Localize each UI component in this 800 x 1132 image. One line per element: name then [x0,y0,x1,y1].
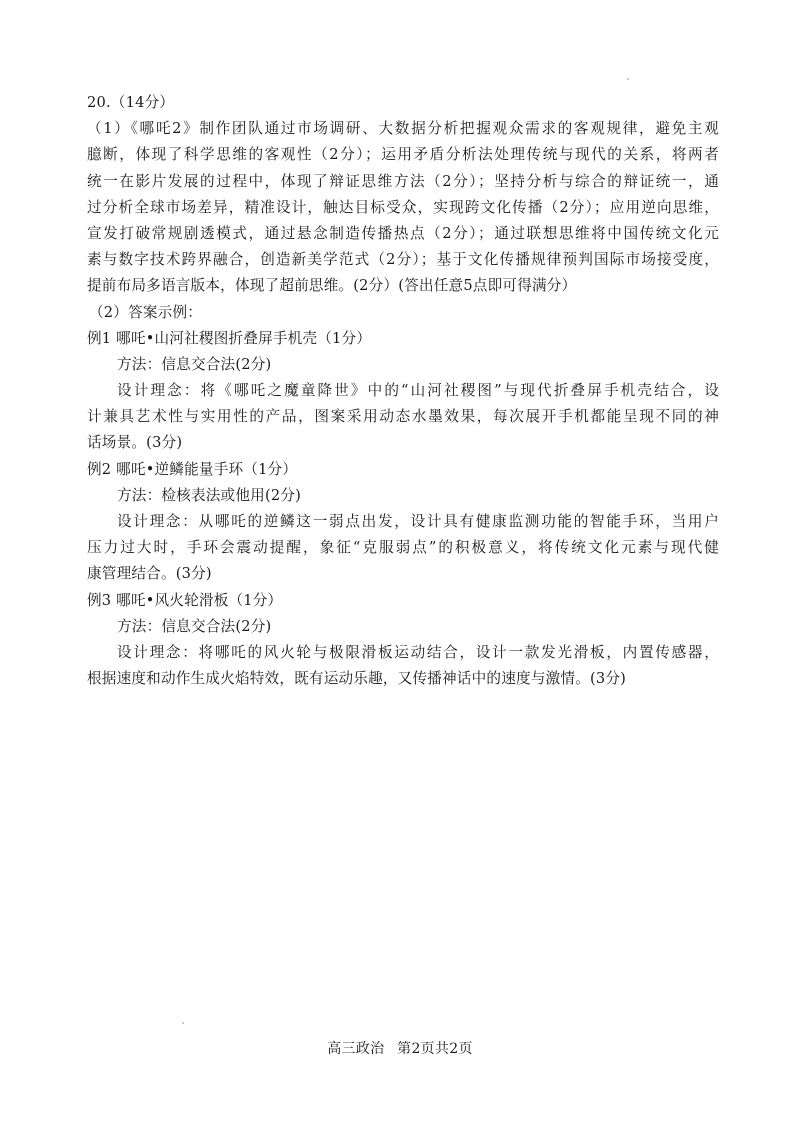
example-concept-line: 计兼具艺术性与实用性的产品，图案采用动态水墨效果，每次展开手机都能呈现不同的神 [87,408,719,426]
part1-paragraph [87,116,719,299]
example-concept-line: 设计理念：将《哪吒之魔童降世》中的“山河社稷图”与现代折叠屏手机壳结合，设 [117,382,719,400]
example-title: 例2 哪吒•逆鳞能量手环（1分） [87,460,298,478]
example-1 [87,326,719,457]
answer-content [87,90,719,692]
example-concept-line: 康管理结合。(3分) [87,565,212,583]
example-method: 方法：信息交合法(2分) [117,355,272,373]
example-method: 方法：检核表法或他用(2分) [117,486,302,504]
scan-speck [627,78,629,80]
example-concept-line: 设计理念：从哪吒的逆鳞这一弱点出发，设计具有健康监测功能的智能手环，当用户 [117,513,719,530]
part1-line: 提前布局多语言版本，体现了超前思维。(2分）(答出任意5点即可得满分） [87,277,577,295]
part1-line: （1）《哪吒2》制作团队通过市场调研、大数据分析把握观众需求的客观规律，避免主观 [87,120,719,138]
part1-line: 素与数字技术跨界融合，创造新美学范式（2分）；基于文化传播规律预判国际市场接受度， [87,251,719,269]
part1-line: 宣发打破常规剧透模式，通过悬念制造传播热点（2分）；通过联想思维将中国传统文化元 [87,224,719,242]
example-title: 例3 哪吒•风火轮滑板（1分） [87,591,283,609]
example-title: 例1 哪吒•山河社稷图折叠屏手机壳（1分） [87,329,372,347]
footer-page-info: 第2页共2页 [397,1041,473,1057]
example-concept-line: 压力过大时，手环会震动提醒，象征“克服弱点”的积极意义，将传统文化元素与现代健 [87,539,719,557]
example-concept-line: 话场景。(3分) [87,434,183,452]
page-footer [0,1038,800,1058]
part1-line: 统一在影片发展的过程中，体现了辩证思维方法（2分）；坚持分析与综合的辩证统一，通 [87,172,719,190]
scan-speck [182,1022,184,1024]
footer-subject: 高三政治 [327,1041,385,1057]
example-3 [87,588,719,693]
example-2 [87,457,719,588]
question-header: 20.（14分） [87,94,175,111]
part1-line: 过分析全球市场差异，精准设计，触达目标受众，实现跨文化传播（2分）；应用逆向思维， [87,198,719,216]
example-concept-line: 设计理念：将哪吒的风火轮与极限滑板运动结合，设计一款发光滑板，内置传感器， [117,643,719,661]
example-method: 方法：信息交合法(2分) [117,617,272,635]
part1-line: 臆断，体现了科学思维的客观性（2分）；运用矛盾分析法处理传统与现代的关系，将两者 [87,146,719,164]
part2-label: （2）答案示例： [89,303,203,321]
example-concept-line: 根据速度和动作生成火焰特效，既有运动乐趣，又传播神话中的速度与激情。(3分) [87,670,627,688]
